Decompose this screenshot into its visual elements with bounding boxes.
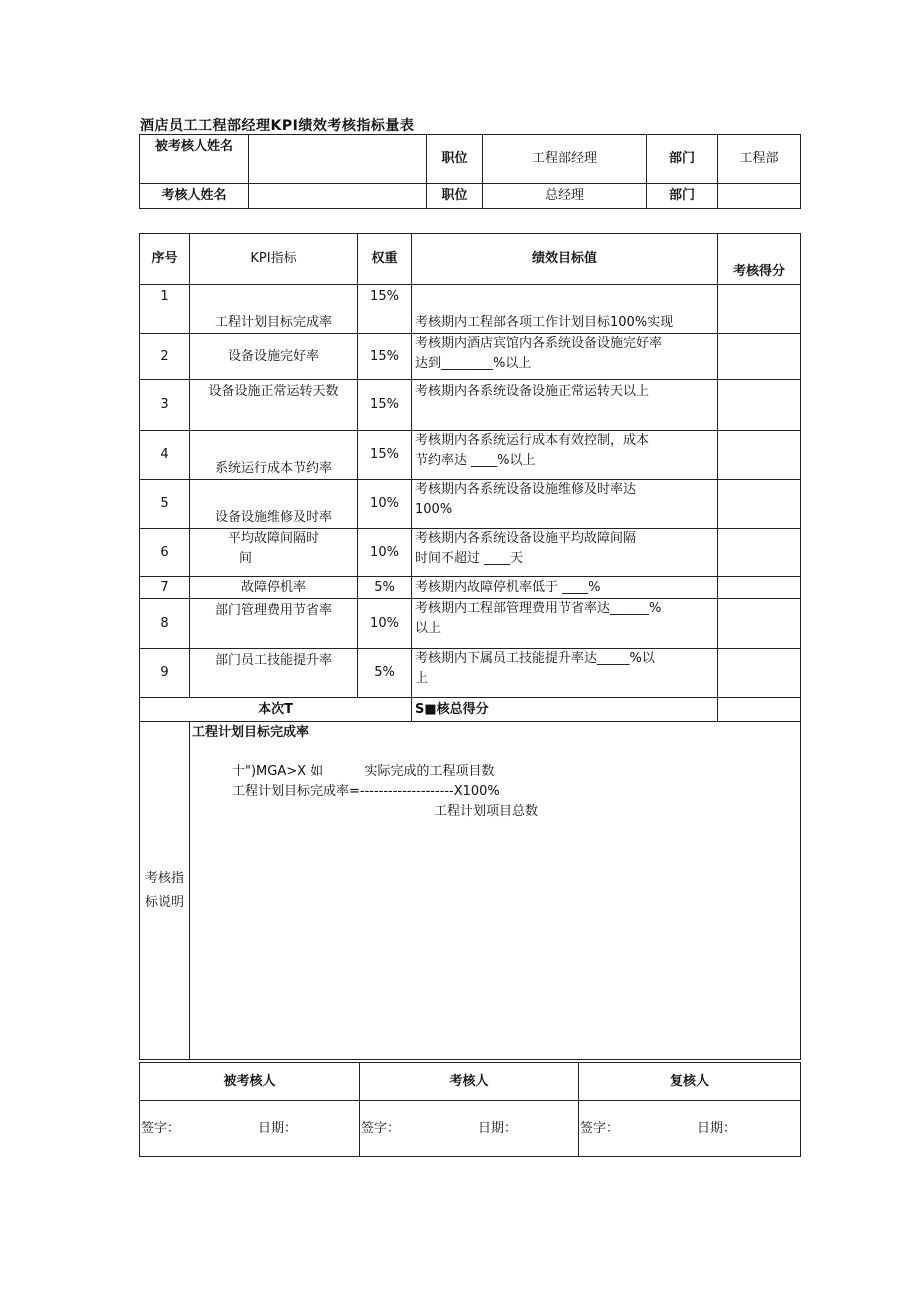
row-score-cell[interactable] [718, 577, 801, 599]
row-target [412, 334, 718, 380]
notes-heading: 工程计划目标完成率 [192, 725, 310, 740]
row-target-line2: 以上 [415, 621, 442, 636]
notes-label [140, 722, 190, 1060]
row-weight: 15% [358, 431, 412, 480]
date-label: 日期： [478, 1121, 518, 1136]
total-score-cell[interactable] [718, 698, 801, 722]
row-no: 3 [140, 380, 190, 431]
evaluator-position-label: 职位 [427, 184, 483, 209]
evaluator-dept-label: 部门 [647, 184, 718, 209]
row-target [412, 599, 718, 649]
kpi-table [139, 233, 801, 1060]
formula-line3: 工程计划项目总数 [434, 804, 539, 819]
notes-row [140, 722, 801, 1060]
row-target-line1: 考核期内各系统设备设施维修及时率达 [415, 482, 637, 497]
row-weight: 5% [358, 649, 412, 698]
signature-table [139, 1062, 801, 1157]
signature-header-reviewer: 复核人 [579, 1063, 801, 1101]
header-score: 考核得分 [718, 234, 801, 285]
row-no: 4 [140, 431, 190, 480]
row-kpi-line1: 平均故障间隔时 [227, 531, 319, 546]
row-weight: 15% [358, 380, 412, 431]
total-label: 本次T [140, 698, 412, 722]
evaluatee-name-label: 被考核人姓名 [140, 135, 249, 184]
row-no: 1 [140, 285, 190, 334]
formula-line1: 十")MGA>X 如 实际完成的工程项目数 [232, 764, 495, 779]
row-target [412, 577, 718, 599]
row-score-cell[interactable] [718, 431, 801, 480]
row-score-cell[interactable] [718, 599, 801, 649]
row-score-cell[interactable] [718, 380, 801, 431]
notes-content [190, 722, 801, 1060]
kpi-row [140, 577, 801, 599]
row-target [412, 380, 718, 431]
kpi-row [140, 285, 801, 334]
row-target [412, 285, 718, 334]
row-score-cell[interactable] [718, 285, 801, 334]
row-kpi: 设备设施正常运转天数 [190, 380, 358, 431]
evaluator-name-label: 考核人姓名 [140, 184, 249, 209]
evaluatee-name-field[interactable] [249, 135, 427, 184]
sign-label: 签字： [141, 1121, 181, 1136]
row-kpi: 工程计划目标完成率 [190, 285, 358, 334]
row-target-line1: 考核期内故障停机率低于 ____% [415, 579, 601, 595]
row-target-line1: 考核期内各系统设备设施平均故障间隔 [415, 531, 637, 546]
row-target-line1: 考核期内各系统运行成本有效控制，成本 [415, 433, 650, 448]
signature-header-evaluatee: 被考核人 [140, 1063, 360, 1101]
sign-label: 签字： [580, 1121, 620, 1136]
row-weight: 15% [358, 285, 412, 334]
row-weight: 5% [358, 577, 412, 599]
evaluator-dept-value [718, 184, 801, 209]
page-title: 酒店员工工程部经理KPI绩效考核指标量表 [140, 118, 415, 134]
evaluatee-dept-value: 工程部 [718, 135, 801, 184]
header-no: 序号 [140, 234, 190, 285]
kpi-row [140, 380, 801, 431]
row-kpi [190, 529, 358, 577]
notes-label-line1: 考核指 [144, 870, 184, 886]
header-info-table [139, 134, 801, 209]
signature-cell-evaluatee[interactable] [140, 1101, 360, 1157]
row-kpi: 设备设施维修及时率 [190, 480, 358, 529]
row-target-line1: 考核期内工程部管理费用节省率达______% [415, 601, 662, 616]
kpi-header-row [140, 234, 801, 285]
row-no: 8 [140, 599, 190, 649]
total-score-label: S■核总得分 [412, 698, 718, 722]
row-score-cell[interactable] [718, 529, 801, 577]
row-target-line2: 上 [415, 671, 429, 686]
row-weight: 10% [358, 529, 412, 577]
row-score-cell[interactable] [718, 480, 801, 529]
row-kpi-line2: 间 [238, 551, 252, 566]
row-no: 9 [140, 649, 190, 698]
row-weight: 10% [358, 599, 412, 649]
row-target [412, 649, 718, 698]
row-target-line1: 考核期内酒店宾馆内各系统设备设施完好率 [415, 336, 663, 351]
row-target-line2: 时间不超过 ____天 [415, 551, 524, 566]
formula-line2: 工程计划目标完成率=--------------------X100% [232, 784, 500, 799]
signature-cell-evaluator[interactable] [360, 1101, 579, 1157]
row-target-line1: 考核期内工程部各项工作计划目标100%实现 [415, 315, 674, 330]
signature-header-evaluator: 考核人 [360, 1063, 579, 1101]
row-weight: 10% [358, 480, 412, 529]
evaluator-position-value: 总经理 [483, 184, 647, 209]
total-row [140, 698, 801, 722]
row-kpi: 故障停机率 [190, 577, 358, 599]
row-score-cell[interactable] [718, 649, 801, 698]
kpi-row [140, 599, 801, 649]
row-kpi: 设备设施完好率 [190, 334, 358, 380]
row-no: 2 [140, 334, 190, 380]
row-no: 7 [140, 577, 190, 599]
notes-label-line2: 标说明 [144, 894, 184, 910]
row-target-line1: 考核期内下属员工技能提升率达_____%以 [415, 651, 655, 666]
row-target-line1: 考核期内各系统设备设施正常运转天以上 [415, 384, 650, 399]
row-kpi: 部门管理费用节省率 [190, 599, 358, 649]
kpi-row [140, 334, 801, 380]
row-target-line2: 节约率达 ____%以上 [415, 453, 536, 468]
sign-label: 签字： [361, 1121, 401, 1136]
header-target: 绩效目标值 [412, 234, 718, 285]
kpi-row [140, 529, 801, 577]
row-target [412, 480, 718, 529]
signature-cell-reviewer[interactable] [579, 1101, 801, 1157]
evaluator-name-field[interactable] [249, 184, 427, 209]
row-target [412, 431, 718, 480]
row-kpi: 系统运行成本节约率 [190, 431, 358, 480]
kpi-row [140, 431, 801, 480]
row-target [412, 529, 718, 577]
kpi-row [140, 480, 801, 529]
row-target-line2: 100% [415, 502, 453, 517]
date-label: 日期： [258, 1121, 298, 1136]
evaluatee-dept-label: 部门 [647, 135, 718, 184]
evaluatee-position-label: 职位 [427, 135, 483, 184]
evaluatee-position-value: 工程部经理 [483, 135, 647, 184]
row-no: 6 [140, 529, 190, 577]
row-target-line2: 达到________%以上 [415, 356, 532, 371]
row-no: 5 [140, 480, 190, 529]
row-score-cell[interactable] [718, 334, 801, 380]
date-label: 日期： [697, 1121, 737, 1136]
header-kpi: KPI指标 [190, 234, 358, 285]
kpi-row [140, 649, 801, 698]
row-weight: 15% [358, 334, 412, 380]
row-kpi: 部门员工技能提升率 [190, 649, 358, 698]
header-weight: 权重 [358, 234, 412, 285]
